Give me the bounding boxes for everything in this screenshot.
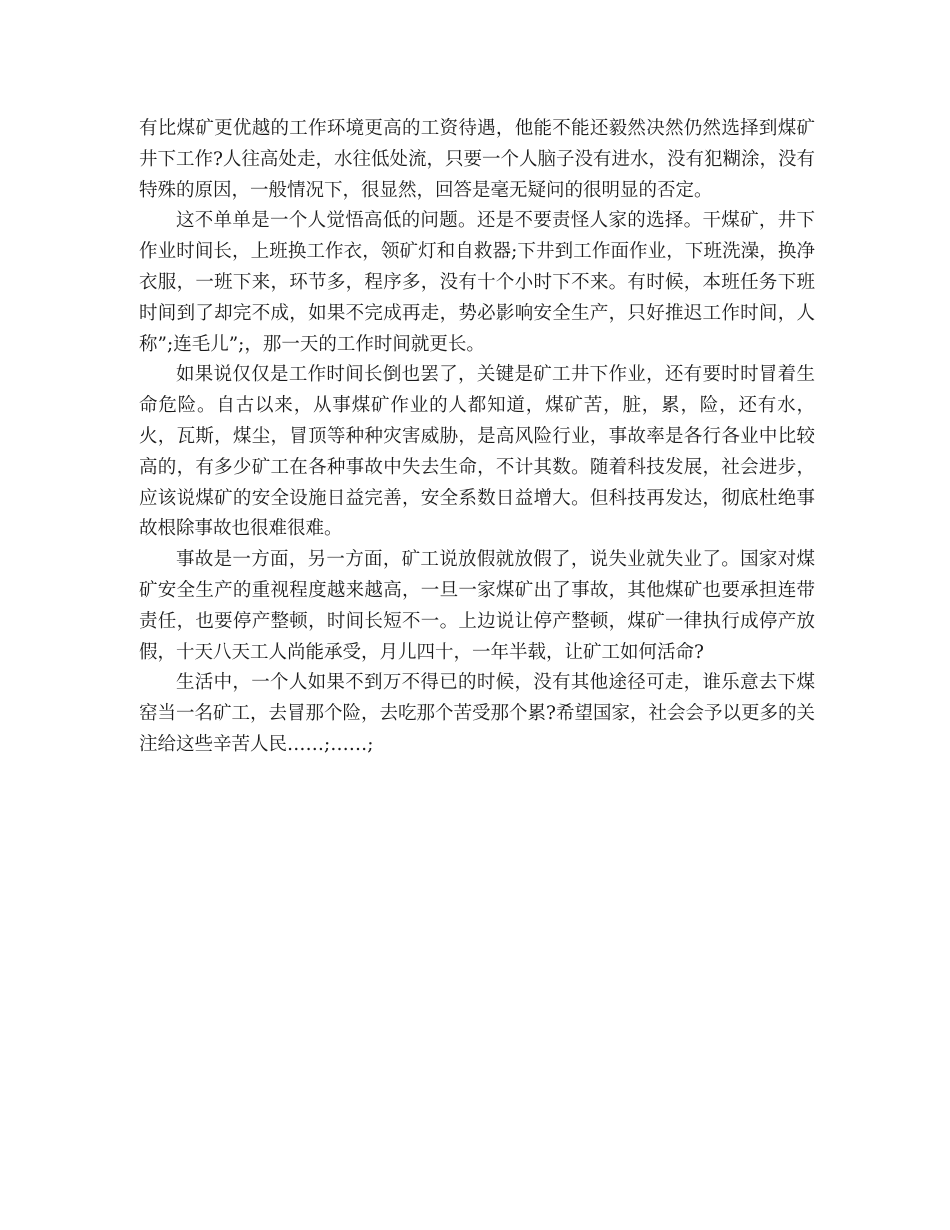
paragraph-4: 事故是一方面，另一方面，矿工说放假就放假了，说失业就失业了。国家对煤矿安全生产的重视程度越来越高，一旦一家煤矿出了事故，其他煤矿也要承担连带责任，也要停产整顿，时间长短不一。上边说让停产整顿，煤矿一律执行成停产放假，十天八天工人尚能承受，月儿四十，一年半载，让矿工如何活命? (139, 549, 815, 663)
paragraph-3: 如果说仅仅是工作时间长倒也罢了，关键是矿工井下作业，还有要时时冒着生命危险。自古以来，从事煤矿作业的人都知道，煤矿苦，脏，累，险，还有水，火，瓦斯，煤尘，冒顶等种种灾害威胁，是高风险行业，事故率是各行各业中比较高的，有多少矿工在各种事故中失去生命，不计其数。随着科技发展，社会进步，应该说煤矿的安全设施日益完善，安全系数日益增大。但科技再发达，彻底杜绝事故根除事故也很难很难。 (139, 364, 815, 540)
paragraph-1: 有比煤矿更优越的工作环境更高的工资待遇，他能不能还毅然决然仍然选择到煤矿井下工作?人往高处走，水往低处流，只要一个人脑子没有进水，没有犯糊涂，没有特殊的原因，一般情况下，很显然，回答是毫无疑问的很明显的否定。 (139, 118, 815, 201)
paragraph-2: 这不单单是一个人觉悟高低的问题。还是不要责怪人家的选择。干煤矿，井下作业时间长，上班换工作衣，领矿灯和自救器;下井到工作面作业，下班洗澡，换净衣服，一班下来，环节多，程序多，没有十个小时下不来。有时候，本班任务下班时间到了却完不成，如果不完成再走，势必影响安全生产，只好推迟工作时间，人称”;连毛儿”;，那一天的工作时间就更长。 (139, 210, 815, 355)
article-body (139, 114, 815, 761)
paragraph-5: 生活中，一个人如果不到万不得已的时候，没有其他途径可走，谁乐意去下煤窑当一名矿工，去冒那个险，去吃那个苦受那个累?希望国家，社会会予以更多的关注给这些辛苦人民……;……; (139, 672, 815, 755)
